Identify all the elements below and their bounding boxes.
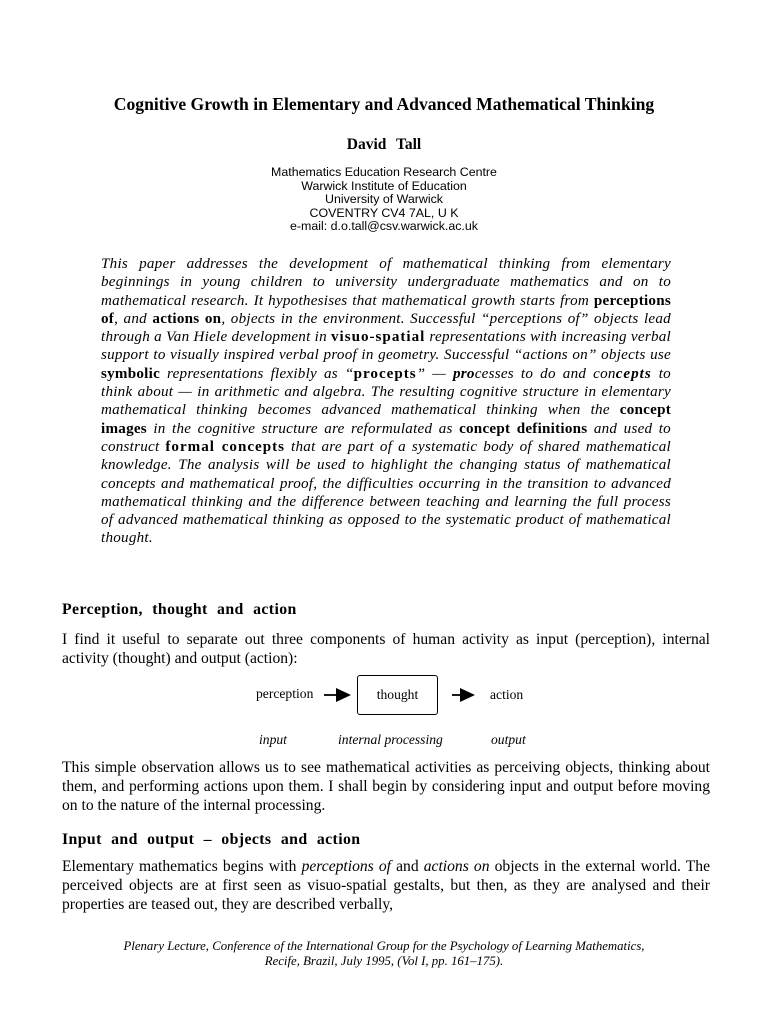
footer-line: Recife, Brazil, July 1995, (Vol I, pp. 161–175). <box>264 953 504 968</box>
abstract-text: This paper addresses the development of mathematical thinking from elementary beginnings in young children to university undergraduate mathematics and on to mathematical research. It hypothesises that mathematical growth starts from <box>101 256 671 309</box>
keyword: symbolic <box>101 365 161 382</box>
abstract-text: , objects in the environment. Successful “perceptions of” objects lead through a Van Hiele development in <box>101 310 671 346</box>
abstract-text: ” — <box>416 365 453 382</box>
affiliation-line: Warwick Institute of Education <box>301 178 467 193</box>
emphasis-text: perceptions of <box>301 858 391 875</box>
abstract-text: representations flexibly as “ <box>160 365 354 382</box>
footer-line: Plenary Lecture, Conference of the International Group for the Psychology of Learning Mathematics, <box>123 939 645 953</box>
diagram-label-perception: perception <box>256 686 314 701</box>
affiliation-line: University of Warwick <box>325 192 443 207</box>
arrow-right-icon <box>324 688 351 702</box>
paragraph-text: objects in the external world. The perceived objects are at first seen as visuo-spatial gestalts, but then, as they are analysed and their properties are teased out, they are described verbally, <box>62 858 711 914</box>
keyword: concept definitions <box>459 420 588 437</box>
author-name: David Tall <box>346 136 422 153</box>
body-paragraph: This simple observation allows us to see mathematical activities as perceiving objects, thinking about them, and performing actions upon them. I shall begin by considering input and output before moving on to the nature of the internal processing. <box>62 759 710 815</box>
section-heading: Perception, thought and action <box>62 601 297 618</box>
affiliation-email: e-mail: d.o.tall@csv.warwick.ac.uk <box>290 219 478 234</box>
abstract-text: , and <box>114 310 153 327</box>
diagram-label-internal-processing: internal processing <box>338 732 443 747</box>
paper-title: Cognitive Growth in Elementary and Advanced Mathematical Thinking <box>113 94 655 114</box>
abstract-text: and used to construct <box>101 420 671 455</box>
body-paragraph: I find it useful to separate out three components of human activity as input (perception), internal activity (thought) and output (action): <box>62 631 710 668</box>
footer-citation <box>0 939 768 969</box>
diagram-label-action: action <box>490 687 524 702</box>
abstract-text: representations with increasing verbal support to visually inspired verbal proof in geometry. Successful “actions on” objects use <box>101 329 671 364</box>
keyword: cepts <box>615 365 652 382</box>
keyword: procepts <box>353 365 417 382</box>
keyword: actions on <box>152 310 222 327</box>
diagram-label-thought: thought <box>376 687 419 702</box>
affiliation-address: COVENTRY CV4 7AL, U K <box>309 205 459 220</box>
keyword: pro <box>452 365 475 382</box>
keyword: formal concepts <box>165 438 286 455</box>
thought-box <box>357 675 438 715</box>
arrow-right-icon <box>452 688 475 702</box>
affiliation-line: Mathematics Education Research Centre <box>271 165 497 179</box>
keyword: visuo-spatial <box>330 329 426 346</box>
affiliation-block <box>0 166 768 234</box>
abstract-text: to think about — in arithmetic and algebra. The resulting cognitive structure in elementary mathematical thinking becomes advanced mathematical thinking when the <box>101 365 671 419</box>
abstract-text: in the cognitive structure are reformulated as <box>146 420 460 437</box>
keyword: perceptions of <box>101 292 671 327</box>
diagram-label-input: input <box>259 732 287 747</box>
section-heading: Input and output – objects and action <box>62 831 361 848</box>
paragraph-text: and <box>391 858 424 875</box>
diagram-label-output: output <box>491 732 526 747</box>
emphasis-text: actions on <box>423 858 490 875</box>
body-paragraph <box>62 857 710 915</box>
keyword: concept images <box>101 402 671 437</box>
abstract <box>101 255 671 548</box>
abstract-text: that are part of a systematic body of shared mathematical knowledge. The analysis will be used to highlight the changing status of mathematical concepts and mathematical proof, the difficulties occurring in the transition to advanced mathematical thinking and the difference between teaching and learning the full process of advanced mathematical thinking as opposed to the systematic product of mathematical thought. <box>101 438 671 547</box>
abstract-text: cesses to do and con <box>474 365 616 382</box>
paragraph-text: Elementary mathematics begins with <box>62 858 302 875</box>
